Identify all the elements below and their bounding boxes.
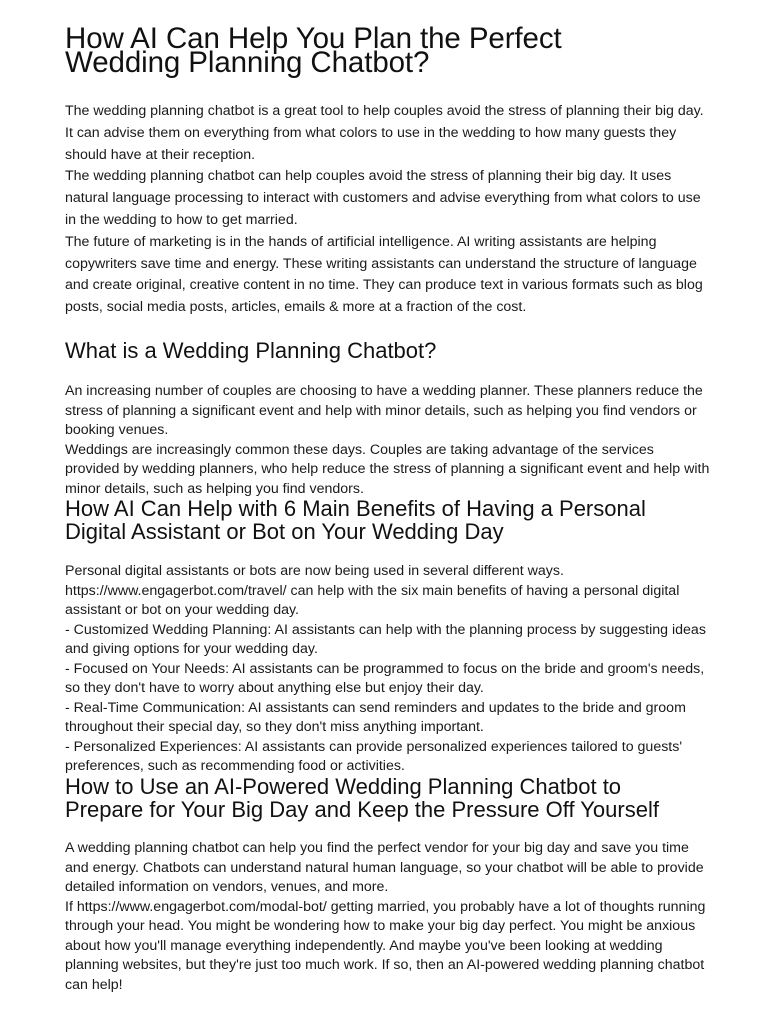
how-to-use-heading-line-2: Prepare for Your Big Day and Keep the Pressure Off Yourself <box>65 797 659 822</box>
benefits-list-item: - Focused on Your Needs: AI assistants can be programmed to focus on the bride and groom's needs, so they don't have to worry about anything else but enjoy their day. <box>65 660 705 696</box>
how-to-use-section <box>65 839 711 995</box>
how-to-use-paragraph-2: If https://www.engagerbot.com/modal-bot/ getting married, you probably have a lot of thoughts running through your head. You might be wondering how to make your big day perfect. You might be anxious about how you'll manage everything independently. And maybe you've been looking at wedding planning websites, but they're just too much work. If so, then an AI-powered wedding planning chatbot can help! <box>65 898 706 993</box>
what-is-paragraph-2: Weddings are increasingly common these days. Couples are taking advantage of the services provided by wedding planners, who help reduce the stress of planning a significant event and help with minor details, such as helping you find vendors. <box>65 441 710 497</box>
intro-paragraph-3: The future of marketing is in the hands of artificial intelligence. AI writing assistants are helping copywriters save time and energy. These writing assistants can understand the structure of language and create original, creative content in no time. They can produce text in various formats such as blog posts, social media posts, articles, emails & more at a fraction of the cost. <box>65 233 703 316</box>
benefits-heading-line-1: How AI Can Help with 6 Main Benefits of Having a Personal <box>65 496 646 521</box>
benefits-list-item: - Personalized Experiences: AI assistants can provide personalized experiences tailored to guests' preferences, such as recommending food or activities. <box>65 738 683 774</box>
intro-paragraph-1: The wedding planning chatbot is a great tool to help couples avoid the stress of planning their big day. It can advise them on everything from what colors to use in the wedding to how many guests they should have at their reception. <box>65 103 704 163</box>
how-to-use-paragraph-1: A wedding planning chatbot can help you find the perfect vendor for your big day and save you time and energy. Chatbots can understand natural human language, so your chatbot will be able to provide detailed information on vendors, venues, and more. <box>65 840 704 895</box>
intro-paragraph-2: The wedding planning chatbot can help couples avoid the stress of planning their big day. It uses natural language processing to interact with customers and advise everything from what colors to use in the wedding to how to get married. <box>65 168 701 228</box>
what-is-section <box>65 382 711 499</box>
section-heading-how-to-use <box>65 775 711 821</box>
benefits-paragraph-1: Personal digital assistants or bots are now being used in several different ways. https://www.engagerbot.com/travel/ can help with the six main benefits of having a personal digital assistant or bot on your wedding day. <box>65 563 680 618</box>
page-title-line-1: How AI Can Help You Plan the Perfect <box>65 22 562 55</box>
section-heading-what-is: What is a Wedding Planning Chatbot? <box>65 338 437 363</box>
page-title-line-2: Wedding Planning Chatbot? <box>65 46 430 79</box>
page-title <box>65 22 711 79</box>
how-to-use-heading-line-1: How to Use an AI-Powered Wedding Planning Chatbot to <box>65 774 622 799</box>
benefits-list-item: - Customized Wedding Planning: AI assistants can help with the planning process by suggesting ideas and giving options for your wedding day. <box>65 621 706 657</box>
section-heading-benefits <box>65 497 711 543</box>
benefits-list-item: - Real-Time Communication: AI assistants can send reminders and updates to the bride and groom throughout their special day, so they don't miss anything important. <box>65 699 686 735</box>
benefits-section <box>65 562 711 777</box>
what-is-paragraph-1: An increasing number of couples are choosing to have a wedding planner. These planners reduce the stress of planning a significant event and help with minor details, such as helping you find vendors or booking venues. <box>65 383 703 438</box>
intro-section <box>65 101 711 319</box>
benefits-heading-line-2: Digital Assistant or Bot on Your Wedding Day <box>65 519 504 544</box>
